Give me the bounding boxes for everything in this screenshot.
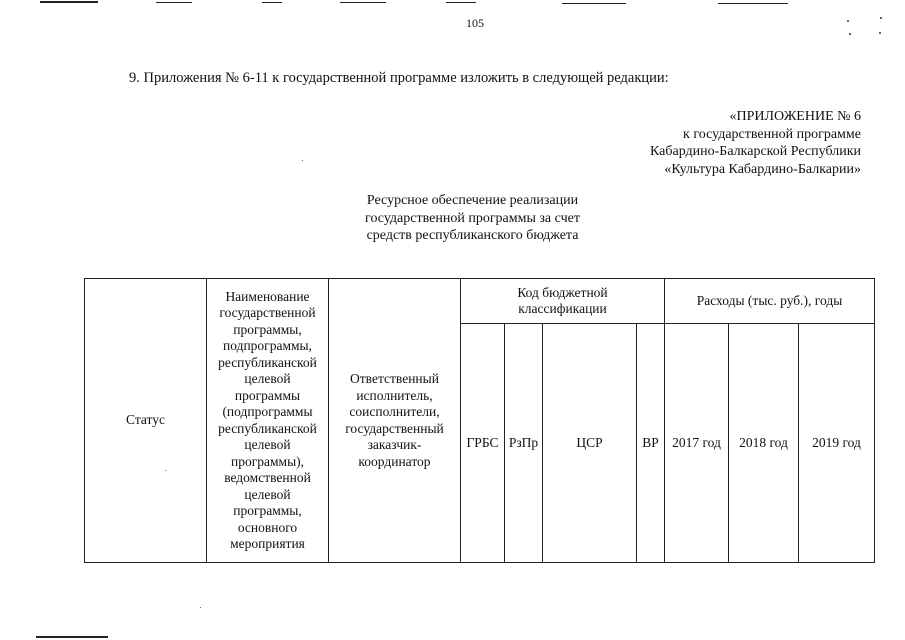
- appendix-heading: [650, 108, 861, 178]
- header-status: Статус: [85, 279, 207, 563]
- header-line: ведомственной: [224, 470, 311, 485]
- scan-artifact-line: [156, 2, 192, 3]
- header-line: основного: [237, 519, 298, 535]
- header-line: классификации: [518, 301, 607, 316]
- header-line: государственной: [219, 305, 316, 320]
- header-vr: ВР: [637, 324, 665, 563]
- title-line: Ресурсное обеспечение реализации: [366, 193, 579, 208]
- header-year-2019: 2019 год: [799, 324, 875, 563]
- header-csr: ЦСР: [543, 324, 637, 563]
- header-program-name: [207, 279, 329, 563]
- scan-speck: [847, 20, 849, 22]
- scan-speck: [302, 160, 303, 161]
- header-line: целевой: [244, 486, 291, 502]
- header-line: программы,: [233, 321, 302, 337]
- header-line: Наименование: [225, 288, 310, 304]
- document-title: [330, 192, 615, 245]
- header-year-2018: 2018 год: [729, 324, 799, 563]
- page-number: 105: [466, 16, 484, 30]
- header-line: государственный: [345, 420, 444, 436]
- header-expenses-group: Расходы (тыс. руб.), годы: [665, 279, 875, 324]
- footnote-rule: [36, 636, 108, 638]
- header-line: Ответственный: [350, 371, 439, 386]
- title-line: государственной программы за счет: [365, 210, 580, 226]
- intro-paragraph: 9. Приложения № 6-11 к государственной программе изложить в следующей редакции:: [129, 70, 669, 86]
- header-line: целевой: [244, 437, 291, 452]
- header-line: соисполнители,: [349, 404, 440, 419]
- scan-speck: [200, 607, 201, 608]
- scan-speck: [880, 17, 882, 19]
- scan-artifact-line: [340, 2, 386, 3]
- appendix-line: «ПРИЛОЖЕНИЕ № 6: [729, 109, 861, 124]
- header-line: программы: [234, 387, 301, 403]
- header-line: программы,: [233, 503, 302, 518]
- scan-artifact-line: [262, 2, 282, 3]
- header-line: целевой: [244, 371, 291, 386]
- scan-speck: [879, 32, 881, 34]
- scan-speck: [849, 33, 851, 35]
- scan-artifact-line: [40, 1, 98, 3]
- header-executor: [329, 279, 461, 563]
- title-line: средств республиканского бюджета: [366, 228, 579, 243]
- header-budget-code-group: [461, 279, 665, 324]
- header-line: (подпрограммы: [222, 404, 313, 419]
- appendix-line: Кабардино-Балкарской Республики: [650, 144, 861, 159]
- appendix-line: к государственной программе: [683, 126, 861, 142]
- scan-artifact-line: [718, 3, 788, 4]
- header-line: Код бюджетной: [517, 284, 608, 300]
- header-line: республиканской: [218, 420, 317, 436]
- header-line: заказчик-: [367, 437, 422, 452]
- header-line: республиканской: [218, 354, 317, 370]
- header-rzpr: РзПр: [505, 324, 543, 563]
- header-line: исполнитель,: [356, 387, 433, 403]
- header-line: координатор: [358, 453, 431, 469]
- scan-artifact-line: [562, 3, 626, 4]
- appendix-line: «Культура Кабардино-Балкарии»: [664, 161, 861, 177]
- header-year-2017: 2017 год: [665, 324, 729, 563]
- header-line: подпрограммы,: [223, 338, 312, 353]
- resource-table: [84, 278, 875, 563]
- header-grbs: ГРБС: [461, 324, 505, 563]
- header-line: мероприятия: [230, 536, 305, 551]
- header-line: программы),: [230, 453, 305, 469]
- scan-artifact-line: [446, 2, 476, 3]
